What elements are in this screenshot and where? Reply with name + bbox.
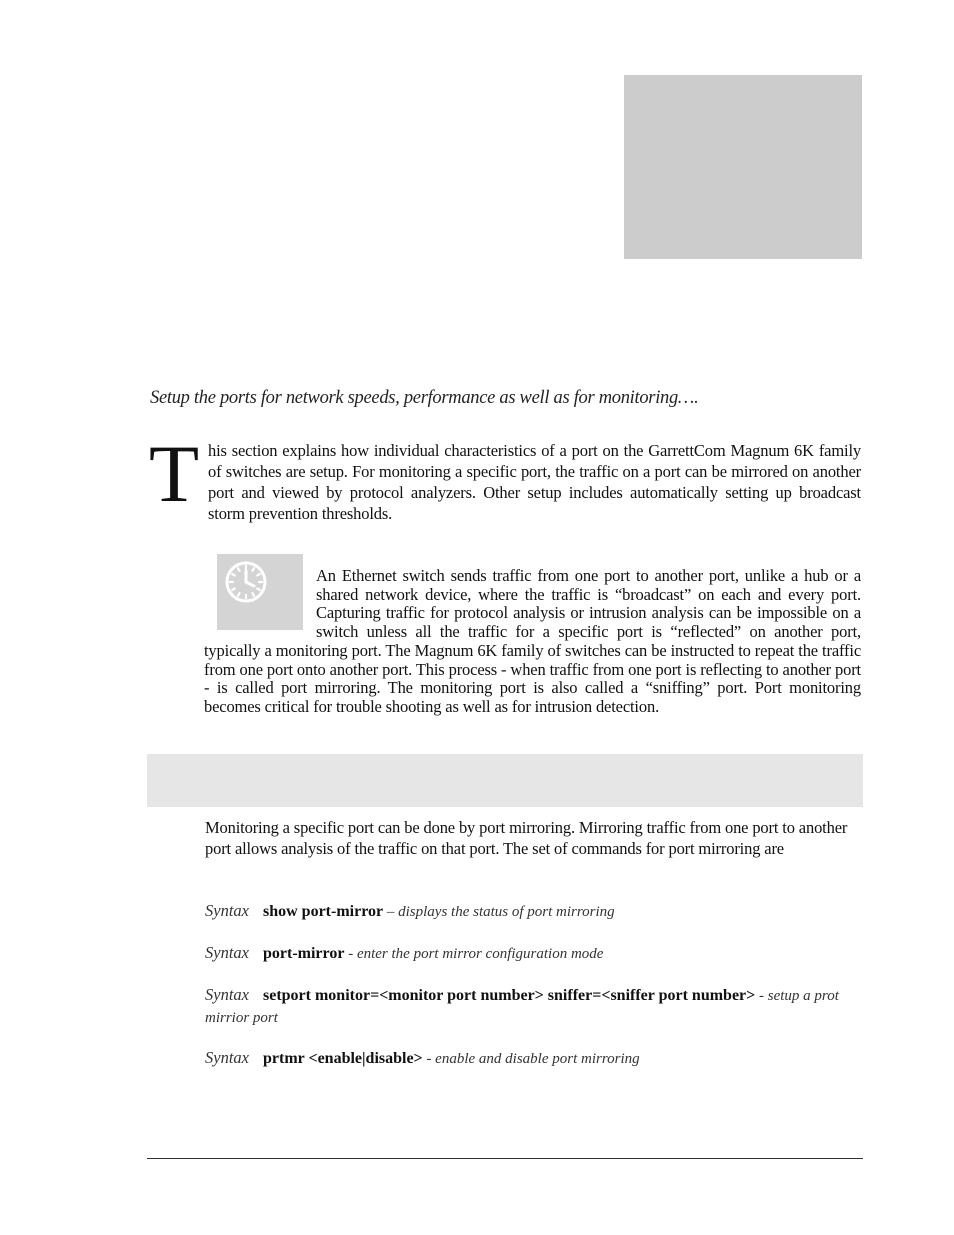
syntax-description: enter the port mirror configuration mode xyxy=(356,946,604,962)
syntax-separator: - xyxy=(422,1051,436,1067)
body-paragraph: Monitoring a specific port can be done by port mirroring. Mirroring traffic from one port to another port allows analysis of the traffic on that port. The set of commands for port mirroring are xyxy=(205,818,848,858)
syntax-label: Syntax xyxy=(205,901,249,920)
chapter-subtitle: Setup the ports for network speeds, performance as well as for monitoring…. xyxy=(150,388,699,408)
footer-rule xyxy=(147,1158,863,1159)
syntax-command: setport monitor=<monitor port number> sniffer=<sniffer port number> xyxy=(262,987,756,1004)
syntax-description: setup a prot mirrior port xyxy=(205,988,839,1026)
syntax-line-prtmr xyxy=(205,1047,857,1070)
note-icon-box xyxy=(217,554,303,630)
syntax-separator: - xyxy=(344,946,357,962)
syntax-line-setport xyxy=(205,984,857,1029)
syntax-label: Syntax xyxy=(205,1048,249,1067)
syntax-label: Syntax xyxy=(205,943,249,962)
drop-cap: T xyxy=(149,428,200,519)
syntax-command: show port-mirror xyxy=(262,903,384,920)
syntax-description: displays the status of port mirroring xyxy=(398,904,615,920)
section-heading-band xyxy=(147,754,863,807)
intro-paragraph: his section explains how individual characteristics of a port on the GarrettCom Magnum 6K family of switches are setup. For monitoring a specific port, the traffic on a port can be mirrored on another port and viewed by protocol analyzers. Other setup includes automatically setting up broadcast storm prevention thresholds. xyxy=(208,441,861,523)
note-text: An Ethernet switch sends traffic from one port to another port, unlike a hub or a shared network device, where the traffic is “broadcast” on each and every port. Capturing traffic for protocol analysis or intrusion analysis can be impossible on a switch unless all the traffic for a specific port is “reflected” on another port, typically a monitoring port. The Magnum 6K family of switches can be instructed to repeat the traffic from one port onto another port. This process - when traffic from one port is reflecting to another port - is called port mirroring. The monitoring port is also called a “sniffing” port. Port monitoring becomes critical for trouble shooting as well as for intrusion detection. xyxy=(204,566,861,716)
chapter-header-box xyxy=(624,75,862,259)
syntax-command: prtmr <enable|disable> xyxy=(262,1050,423,1067)
note-block xyxy=(204,554,861,717)
clock-icon xyxy=(223,559,269,605)
syntax-label: Syntax xyxy=(205,985,249,1004)
syntax-description: enable and disable port mirroring xyxy=(435,1051,640,1067)
syntax-command: port-mirror xyxy=(262,945,345,962)
syntax-line-port-mirror xyxy=(205,942,857,965)
syntax-separator: - xyxy=(755,988,768,1004)
syntax-separator: – xyxy=(383,904,399,920)
syntax-line-show-port-mirror xyxy=(205,900,857,923)
